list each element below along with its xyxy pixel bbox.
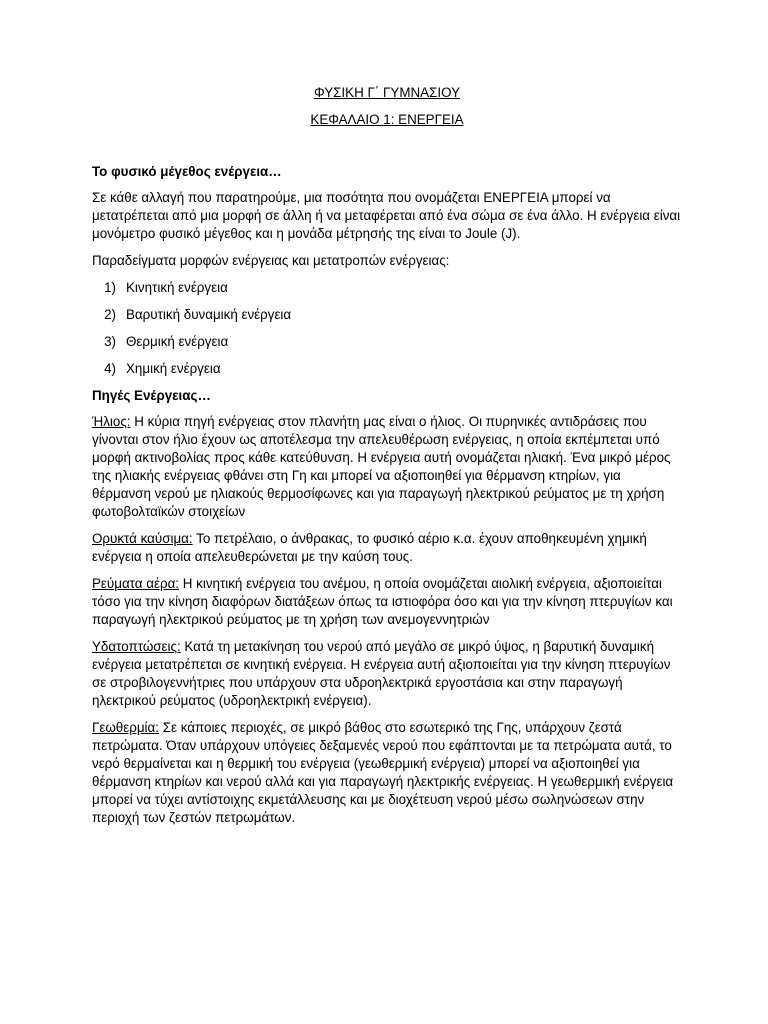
list-item-number: 2) <box>104 307 116 322</box>
energy-source-wind <box>92 575 682 629</box>
energy-source-geothermal <box>92 719 682 827</box>
list-item-number: 4) <box>104 361 116 376</box>
energy-definition-paragraph: Σε κάθε αλλαγή που παρατηρούμε, μια ποσότητα που ονομάζεται ΕΝΕΡΓΕΙΑ μπορεί να μετατρέπεται από μια μορφή σε άλλη ή να μεταφέρεται από ένα σώμα σε ένα άλλο. Η ενέργεια είναι μονόμετρο φυσικό μέγεθος και η μονάδα μέτρησής της είναι το Joule (J). <box>92 190 681 241</box>
source-term: Ρεύματα αέρα: <box>92 576 180 591</box>
list-item <box>92 306 682 324</box>
list-item <box>92 333 682 351</box>
source-paragraph <box>92 638 682 710</box>
list-item-number: 3) <box>104 334 116 349</box>
document-page <box>92 84 682 836</box>
source-term: Ορυκτά καύσιμα: <box>92 531 193 546</box>
source-term: Υδατοπτώσεις: <box>92 639 181 654</box>
section-title-energy: Το φυσικό μέγεθος ενέργεια… <box>92 164 282 179</box>
source-term: Γεωθερμία: <box>92 720 159 735</box>
source-term: Ήλιος: <box>92 414 131 429</box>
list-item <box>92 279 682 297</box>
energy-source-waterfalls <box>92 638 682 710</box>
section-title-sources: Πηγές Ενέργειας… <box>92 388 211 403</box>
document-title: ΦΥΣΙΚΗ Γ΄ ΓΥΜΝΑΣΙΟΥ <box>313 85 461 100</box>
energy-source-fossil-fuels <box>92 530 682 566</box>
list-item <box>92 360 682 378</box>
source-text: Το πετρέλαιο, ο άνθρακας, το φυσικό αέριο κ.α. έχουν αποθηκευμένη χημική ενέργεια η οποία απελευθερώνεται με την καύση τους. <box>92 531 647 564</box>
energy-source-sun <box>92 413 682 521</box>
energy-forms-list <box>92 279 682 378</box>
source-text: Η κύρια πηγή ενέργειας στον πλανήτη μας είναι ο ήλιος. Οι πυρηνικές αντιδράσεις που γίνονται στον ήλιο έχουν ως αποτέλεσμα την απελευθέρωση ενέργειας, η οποία εκπέμπεται υπό μορφή ακτινοβολίας προς κάθε κατεύθυνση. Η ενέργεια αυτή ονομάζεται ηλιακή. Ένα μικρό μέρος της ηλιακής ενέργειας φθάνει στη Γη και μπορεί να αξιοποιηθεί για θέρμανση κτηρίων, για θέρμανση νερού με ηλιακούς θερμοσίφωνες και για παραγωγή ηλεκτρικού ρεύματος με τη χρήση φωτοβολταϊκών στοιχείων <box>92 414 671 519</box>
source-paragraph <box>92 575 682 629</box>
list-item-text: Κινητική ενέργεια <box>126 280 228 295</box>
source-text: Σε κάποιες περιοχές, σε μικρό βάθος στο εσωτερικό της Γης, υπάρχουν ζεστά πετρώματα. Όταν υπάρχουν υπόγειες δεξαμενές νερού που εφάπτονται με τα πετρώματα αυτά, το νερό θερμαίνεται και η θερμική του ενέργεια (γεωθερμική ενέργεια) μπορεί να αξιοποιηθεί για θέρμανση κτηρίων και νερού αλλά και για παραγωγή ηλεκτρικής ενέργειας. Η γεωθερμική ενέργεια μπορεί να τύχει αντίστοιχης εκμετάλλευσης και με διοχέτευση νερού μέσω σωληνώσεων στην περιοχή των ζεστών πετρωμάτων. <box>92 720 674 825</box>
list-item-text: Θερμική ενέργεια <box>126 334 229 349</box>
source-text: Κατά τη μετακίνηση του νερού από μεγάλο σε μικρό ύψος, η βαρυτική δυναμική ενέργεια μετατρέπεται σε κινητική ενέργεια. Η ενέργεια αυτή αξιοποιείται για την κίνηση πτερυγίων σε στροβιλογεννήτριες που υπάρχουν στα υδροηλεκτρικά εργοστάσια και στην παραγωγή ηλεκτρικού ρεύματος (υδροηλεκτρική ενέργεια). <box>92 639 671 708</box>
list-item-text: Χημική ενέργεια <box>126 361 221 376</box>
source-paragraph <box>92 530 682 566</box>
source-text: Η κινητική ενέργεια του ανέμου, η οποία ονομάζεται αιολική ενέργεια, αξιοποιείται τόσο για την κίνηση διαφόρων διατάξεων όπως τα ιστιοφόρα όσο και για την κίνηση πτερυγίων και παραγωγή ηλεκτρικού ρεύματος με τη χρήση των ανεμογεννητριών <box>92 576 673 627</box>
source-paragraph <box>92 719 682 827</box>
list-item-text: Βαρυτική δυναμική ενέργεια <box>126 307 292 322</box>
source-paragraph <box>92 413 682 521</box>
chapter-title: ΚΕΦΑΛΑΙΟ 1: ΕΝΕΡΓΕΙΑ <box>310 112 464 127</box>
examples-intro: Παραδείγματα μορφών ενέργειας και μετατροπών ενέργειας: <box>92 253 450 268</box>
list-item-number: 1) <box>104 280 116 295</box>
